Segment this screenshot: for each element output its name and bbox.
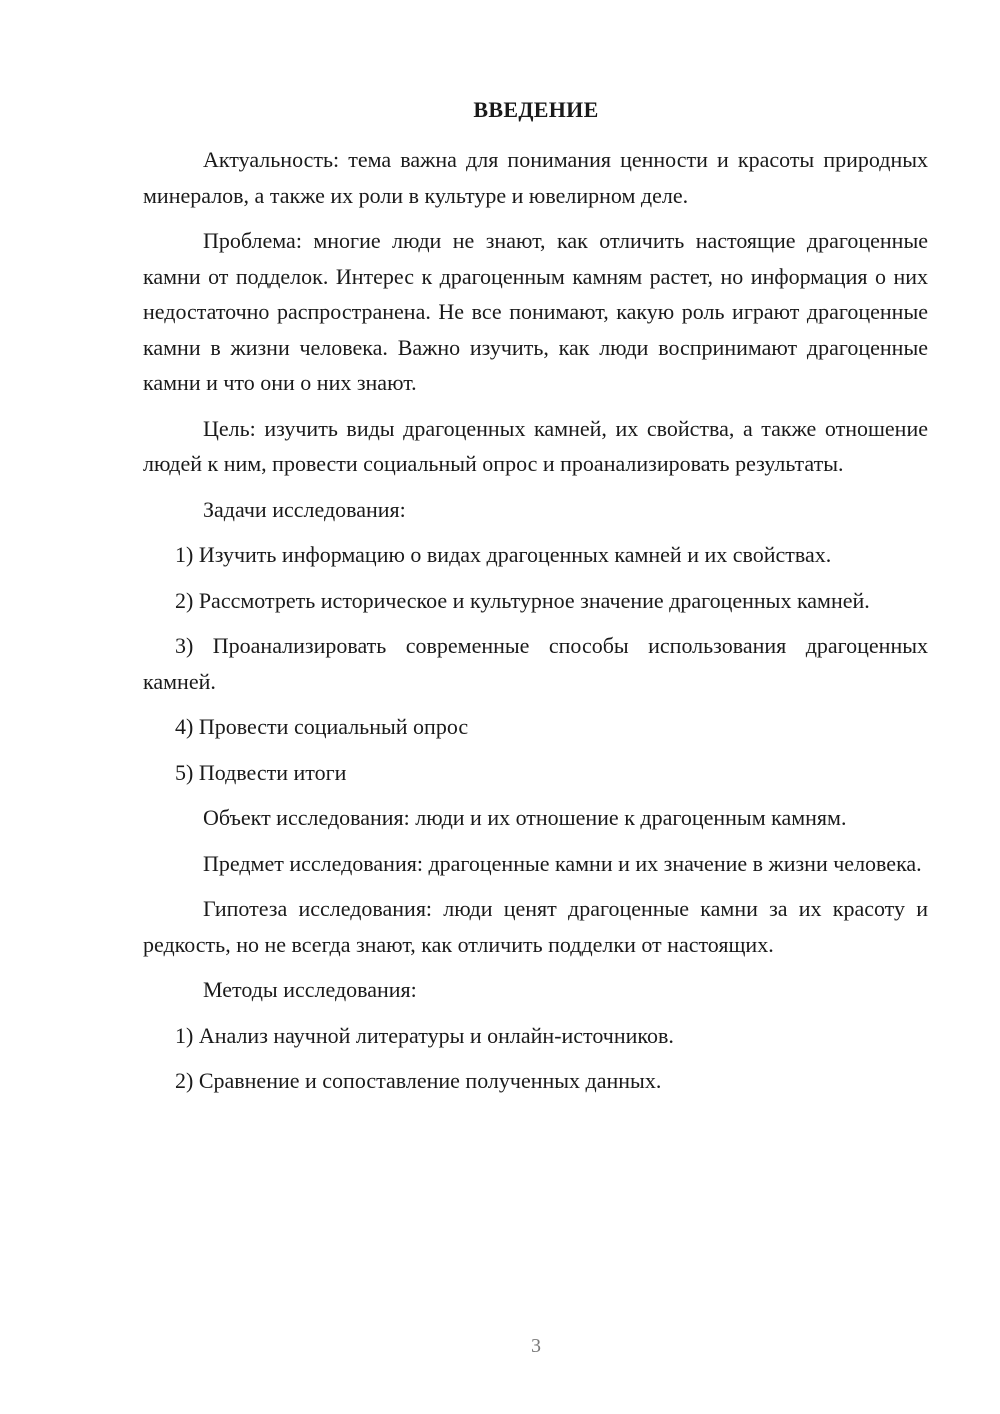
task-item-3: 3) Проанализировать современные способы использования драгоценных камней. <box>143 633 928 694</box>
paragraph-relevance: Актуальность: тема важна для понимания ценности и красоты природных минералов, а также их роли в культуре и ювелирном деле. <box>143 147 928 208</box>
paragraph-problem: Проблема: многие люди не знают, как отличить настоящие драгоценные камни от подделок. Интерес к драгоценным камням растет, но информация о них недостаточно распространена. Не все понимают, какую роль играют драгоценные камни в жизни человека. Важно изучить, как люди воспринимают драгоценные камни и что они о них знают. <box>143 228 928 395</box>
paragraph-goal: Цель: изучить виды драгоценных камней, их свойства, а также отношение людей к ним, провести социальный опрос и проанализировать результаты. <box>143 415 928 476</box>
task-item-4: 4) Провести социальный опрос <box>175 714 469 739</box>
task-item-1: 1) Изучить информацию о видах драгоценных камней и их свойствах. <box>175 542 832 567</box>
paragraph-object: Объект исследования: люди и их отношение к драгоценным камням. <box>203 805 847 830</box>
page-number: 3 <box>531 1335 541 1357</box>
paragraph-tasks-heading: Задачи исследования: <box>203 496 406 522</box>
paragraph-methods-heading: Методы исследования: <box>203 977 417 1002</box>
method-item-1: 1) Анализ научной литературы и онлайн-источников. <box>175 1022 674 1048</box>
section-heading: ВВЕДЕНИЕ <box>473 97 599 122</box>
body-text <box>143 142 928 1109</box>
method-item-2: 2) Сравнение и сопоставление полученных данных. <box>175 1068 662 1093</box>
paragraph-hypothesis: Гипотеза исследования: люди ценят драгоценные камни за их красоту и редкость, но не всегда знают, как отличить подделки от настоящих. <box>143 896 928 957</box>
task-item-5: 5) Подвести итоги <box>175 759 347 785</box>
paragraph-subject: Предмет исследования: драгоценные камни и их значение в жизни человека. <box>203 850 922 876</box>
task-item-2: 2) Рассмотреть историческое и культурное значение драгоценных камней. <box>175 587 870 613</box>
